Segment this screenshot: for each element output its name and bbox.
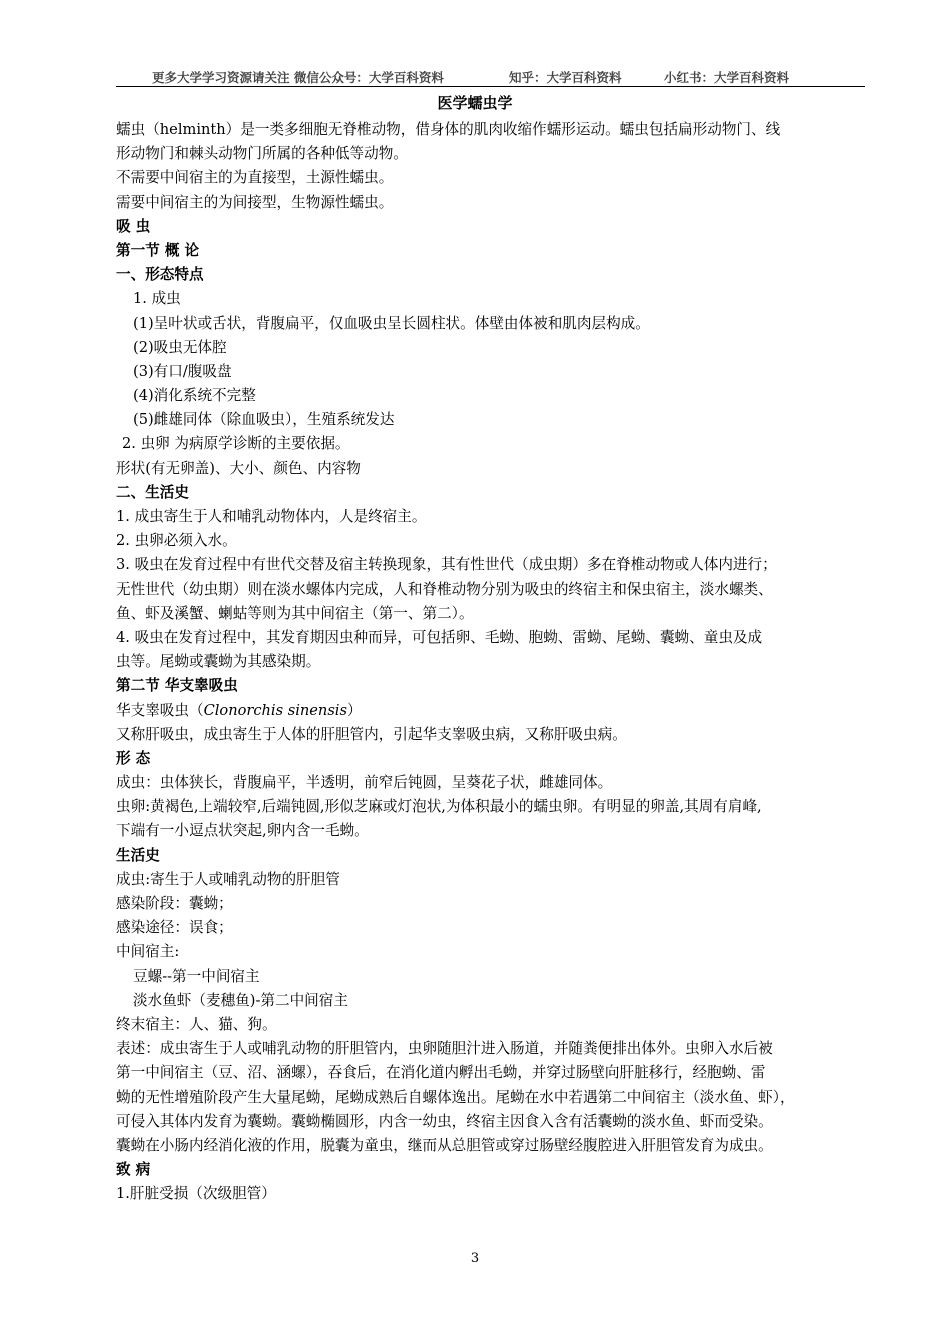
species-name-chinese: 华支睾吸虫（ — [116, 701, 204, 719]
list-item: (2)吸虫无体腔 — [133, 338, 227, 356]
paragraph-line: 终末宿主：人、猫、狗。 — [116, 1015, 277, 1033]
page-number: 3 — [470, 1251, 480, 1266]
paragraph-line: 2. 虫卵必须入水。 — [116, 532, 237, 550]
list-item: 淡水鱼虾（麦穗鱼)-第二中间宿主 — [133, 991, 348, 1009]
paragraph-line: 鱼、虾及溪蟹、蝲蛄等则为其中间宿主（第一、第二）。 — [116, 604, 474, 622]
section-heading: 第一节 概 论 — [116, 241, 200, 259]
list-item: 2. 虫卵 为病原学诊断的主要依据。 — [122, 435, 350, 453]
paragraph-line: 又称肝吸虫，成虫寄生于人体的肝胆管内，引起华支睾吸虫病，又称肝吸虫病。 — [116, 725, 627, 743]
subsection-heading: 形 态 — [116, 749, 151, 767]
paragraph-line: 虫等。尾蚴或囊蚴为其感染期。 — [116, 653, 321, 671]
subsection-heading: 生活史 — [116, 846, 160, 864]
paragraph-line: 感染途径：误食； — [116, 919, 233, 937]
list-item: 豆螺--第一中间宿主 — [133, 967, 260, 985]
paragraph-line: 蚴的无性增殖阶段产生大量尾蚴，尾蚴成熟后自螺体逸出。尾蚴在水中若遇第二中间宿主（淡水鱼、虾）， — [116, 1088, 795, 1106]
paragraph-line: 下端有一小逗点状突起,卵内含一毛蚴。 — [116, 822, 369, 840]
paragraph-line: 表述：成虫寄生于人或哺乳动物的肝胆管内，虫卵随胆汁进入肠道，并随粪便排出体外。虫卵入水后被 — [116, 1040, 773, 1058]
paragraph-line: 4. 吸虫在发育过程中，其发育期因虫种而异，可包括卵、毛蚴、胞蚴、雷蚴、尾蚴、囊蚴、童虫及成 — [116, 628, 763, 646]
paragraph-line: 第一中间宿主（豆、沼、涵螺），吞食后，在消化道内孵出毛蚴，并穿过肠壁向肝脏移行，经胞蚴、雷 — [116, 1064, 766, 1082]
document-body — [116, 118, 866, 1206]
paragraph-line — [116, 699, 866, 723]
chapter-heading: 吸 虫 — [116, 217, 151, 235]
header-zhihu-text: 知乎：大学百科资料 — [509, 70, 622, 85]
header-wechat-text: 更多大学学习资源请关注 微信公众号：大学百科资料 — [152, 70, 444, 85]
paragraph-line: 不需要中间宿主的为直接型，土源性蠕虫。 — [116, 169, 394, 187]
paragraph-line: 形状(有无卵盖)、大小、颜色、内容物 — [116, 459, 361, 477]
subsection-heading: 致 病 — [116, 1161, 151, 1179]
paragraph-line: 可侵入其体内发育为囊蚴。囊蚴椭圆形，内含一幼虫，终宿主因食入含有活囊蚴的淡水鱼、虾而受染。 — [116, 1112, 773, 1130]
document-title: 医学蠕虫学 — [437, 94, 513, 112]
paragraph-line: 虫卵:黄褐色,上端较窄,后端钝圆,形似芝麻或灯泡状,为体积最小的蠕虫卵。有明显的卵盖,其周有肩峰, — [116, 798, 762, 816]
paragraph-line: 1. 成虫寄生于人和哺乳动物体内，人是终宿主。 — [116, 508, 427, 525]
paragraph-line: 成虫：虫体狭长，背腹扁平，半透明，前窄后钝圆，呈葵花子状，雌雄同体。 — [116, 774, 613, 792]
page-header — [116, 66, 865, 87]
list-item: (5)雌雄同体（除血吸虫），生殖系统发达 — [133, 411, 395, 429]
list-item: 1. 成虫 — [133, 290, 181, 308]
paragraph-line: 成虫:寄生于人或哺乳动物的肝胆管 — [116, 870, 340, 888]
paragraph-line: 需要中间宿主的为间接型，生物源性蠕虫。 — [116, 193, 394, 211]
paragraph-line: 3. 吸虫在发育过程中有世代交替及宿主转换现象，其有性世代（成虫期）多在脊椎动物或人体内进行； — [116, 556, 777, 574]
section-heading: 第二节 华支睾吸虫 — [116, 677, 238, 695]
paragraph-line: 囊蚴在小肠内经消化液的作用，脱囊为童虫，继而从总胆管或穿过肠壁经腹腔进入肝胆管发育为成虫。 — [116, 1136, 773, 1154]
list-item: (3)有口/腹吸盘 — [133, 362, 232, 380]
list-item: (1)呈叶状或舌状，背腹扁平，仅血吸虫呈长圆柱状。体壁由体被和肌肉层构成。 — [133, 314, 650, 332]
paragraph-line: 形动物门和棘头动物门所属的各种低等动物。 — [116, 145, 408, 163]
closing-parenthesis: ） — [346, 701, 362, 719]
header-xiaohongshu-text: 小红书：大学百科资料 — [664, 70, 790, 85]
species-name-latin: Clonorchis sinensis — [203, 701, 347, 719]
paragraph-line: 无性世代（幼虫期）则在淡水螺体内完成，人和脊椎动物分别为吸虫的终宿主和保虫宿主，淡水螺类、 — [116, 580, 773, 598]
subsection-heading: 一、形态特点 — [116, 266, 204, 284]
paragraph-line: 感染阶段：囊蚴； — [116, 895, 233, 912]
subsection-heading: 二、生活史 — [116, 483, 189, 501]
paragraph-line: 1.肝脏受损（次级胆管） — [116, 1185, 276, 1203]
paragraph-line: 蠕虫（helminth）是一类多细胞无脊椎动物，借身体的肌肉收缩作蠕形运动。蠕虫包括扁形动物门、线 — [116, 121, 781, 138]
list-item: (4)消化系统不完整 — [133, 387, 256, 405]
paragraph-line: 中间宿主: — [116, 943, 180, 961]
